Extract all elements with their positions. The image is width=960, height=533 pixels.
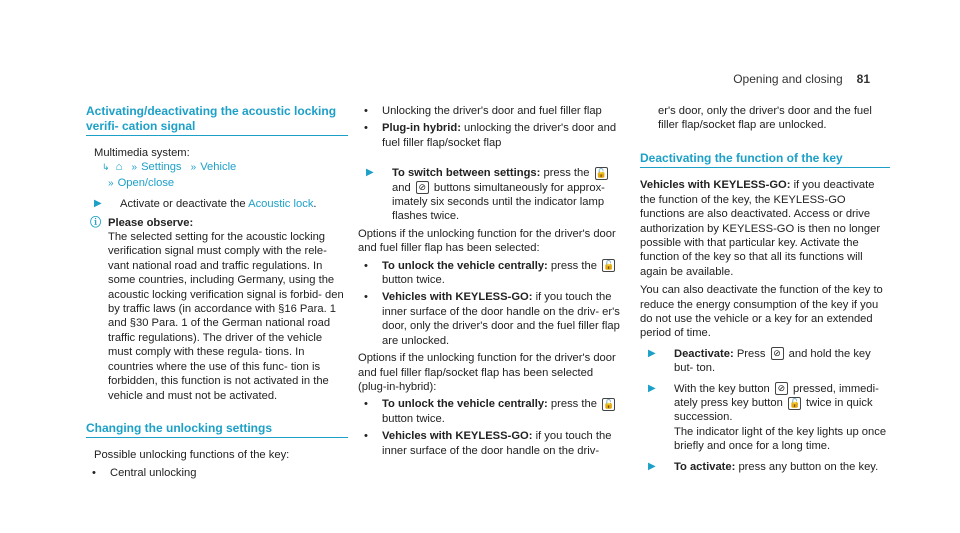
heading-unlocking-settings: Changing the unlocking settings bbox=[86, 421, 348, 439]
menu-path bbox=[94, 160, 348, 175]
menu-vehicle[interactable]: Vehicle bbox=[200, 161, 237, 174]
step-arrow-icon: ▶ bbox=[366, 167, 374, 179]
chevron-icon: » bbox=[108, 177, 114, 189]
unlock-key-icon: 🔓 bbox=[788, 397, 801, 408]
section-title: Opening and closing bbox=[733, 72, 843, 86]
menu-open-close[interactable]: Open/close bbox=[117, 176, 175, 189]
info-icon: ⓘ bbox=[90, 216, 102, 229]
list-item: • Plug-in hybrid: unlocking the driver's door and fuel filler flap/socket flap bbox=[364, 122, 617, 149]
acoustic-lock-link[interactable]: Acoustic lock bbox=[248, 198, 314, 211]
lock-key-icon: ⊘ bbox=[775, 382, 788, 395]
menu-path-2 bbox=[94, 176, 348, 191]
column-3 bbox=[640, 104, 890, 474]
step-arrow-icon: ▶ bbox=[648, 347, 656, 359]
unlock-key-icon: 🔓 bbox=[603, 260, 615, 271]
column-2 bbox=[358, 104, 620, 458]
home-icon[interactable]: ⌂ bbox=[115, 161, 123, 174]
list-item: • Unlocking the driver's door and fuel filler flap bbox=[364, 105, 602, 117]
note-title: Please observe: bbox=[108, 216, 194, 229]
list-item: • Vehicles with KEYLESS-GO: if you touch the inner surface of the door handle on the driv- er's door, only the driver's door and the fuel filler flap are unlocked. bbox=[364, 291, 620, 347]
lock-key-icon: ⊘ bbox=[416, 181, 429, 194]
note-observe bbox=[86, 216, 348, 403]
heading-deactivating-key: Deactivating the function of the key bbox=[640, 151, 890, 169]
column-1 bbox=[86, 104, 348, 480]
possible-text: Possible unlocking functions of the key: bbox=[94, 449, 290, 462]
lock-key-icon: ⊘ bbox=[771, 347, 784, 360]
chevron-icon: » bbox=[131, 162, 138, 174]
menu-settings[interactable]: Settings bbox=[141, 161, 182, 174]
step-arrow-icon: ▶ bbox=[648, 460, 656, 472]
page-header bbox=[733, 72, 870, 86]
list-item: • To unlock the vehicle centrally: press the 🔓 button twice. bbox=[364, 398, 615, 425]
chevron-icon: » bbox=[190, 162, 197, 174]
continued-text: er's door, only the driver's door and the fuel filler flap/socket flap are unlocked. bbox=[658, 105, 872, 132]
step-switch: ▶ To switch between settings: press the 🔓 and ⊘ buttons simultaneously for approx- imately six seconds until the indicator lamp flashes twice. bbox=[358, 166, 620, 224]
unlock-key-icon: 🔓 bbox=[595, 167, 607, 178]
step-arrow-icon: ▶ bbox=[648, 382, 656, 394]
step-key-button: ▶ With the key button ⊘ pressed, immedi- ately press key button 🔓 twice in quick succession. The indicator light of the key lights up once briefly and once for a long time. bbox=[640, 382, 890, 454]
options-1: Options if the unlocking function for the driver's door and fuel filler flap has been selected: bbox=[358, 227, 616, 255]
keyless-paragraph: Vehicles with KEYLESS-GO: if you deactivate the function of the key, the KEYLESS-GO functions are also deactivated. Access or drive authorization by KEYLESS-GO is then no longer possible with that particular key. Activate the function of the key so that all its functions will again be available. bbox=[640, 179, 881, 278]
step-activate: ▶ Activate or deactivate the Acoustic lock. bbox=[86, 197, 348, 211]
energy-paragraph: You can also deactivate the function of the key to reduce the energy consumption of the key if you do not use the vehicle or a key for an extended period of time. bbox=[640, 284, 883, 340]
list-item: • Vehicles with KEYLESS-GO: if you touch the inner surface of the door handle on the driv- bbox=[364, 430, 612, 457]
multimedia-label: Multimedia system: bbox=[94, 147, 190, 159]
unlock-key-icon: 🔓 bbox=[603, 398, 615, 409]
list-item: • Central unlocking bbox=[92, 466, 197, 479]
list-item: • To unlock the vehicle centrally: press the 🔓 button twice. bbox=[364, 259, 615, 287]
path-arrow-icon: ↳ bbox=[102, 162, 110, 173]
options-2: Options if the unlocking function for the driver's door and fuel filler flap/socket flap has been selected (plug-in-hybrid): bbox=[358, 352, 616, 393]
note-body: The selected setting for the acoustic locking verification signal must comply with the rele- vant national road and traffic regulations. In some countries, including Germany, using the acoustic locking verification signal is forbid- den by traffic laws (in accordance with §16 Para. 1 and §30 Para. 1 of the German national road traffic regulations). The driver of the vehicle must comply with these regula- tions. In countries where the use of this func- tion is forbidden, this function is not activated in the vehicle and must not be activated. bbox=[108, 231, 344, 402]
step-deactivate: ▶ Deactivate: Press ⊘ and hold the key but- ton. bbox=[640, 347, 890, 376]
step-arrow-icon: ▶ bbox=[94, 198, 102, 210]
step-activate-key: ▶ To activate: press any button on the key. bbox=[640, 460, 890, 474]
heading-acoustic-locking: Activating/deactivating the acoustic locking verifi- cation signal bbox=[86, 104, 348, 136]
page-number: 81 bbox=[856, 72, 870, 86]
